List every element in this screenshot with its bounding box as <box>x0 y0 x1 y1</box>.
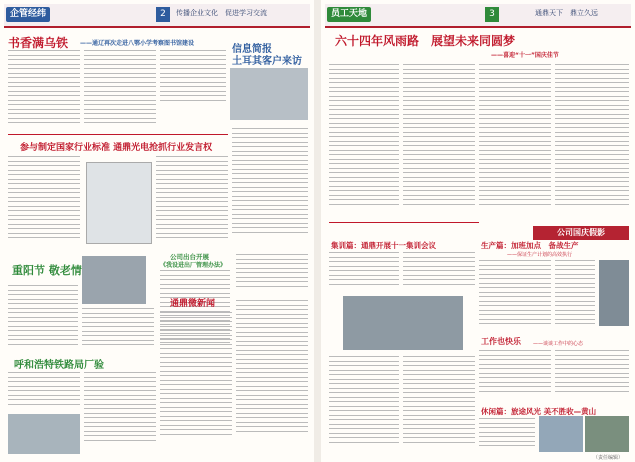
article1-title: ——通辽再次走进八鄂小学考察图书馆建设 <box>80 40 195 47</box>
right-header <box>325 4 631 28</box>
divider <box>329 222 479 223</box>
holiday-photo-banner: 公司国庆假影 <box>533 226 629 240</box>
training-text-col1 <box>329 252 399 292</box>
section-tag: 企管经纬 <box>6 7 50 22</box>
page-gutter <box>314 0 321 462</box>
article1-text-col1 <box>8 50 80 130</box>
production-text-col2 <box>555 260 595 332</box>
left-page <box>0 0 314 462</box>
news-text-col1 <box>160 312 232 452</box>
left-header <box>4 4 310 28</box>
production-article-title: 生产篇：加班加点 备战生产 <box>481 241 579 250</box>
main-text-col1 <box>329 64 399 220</box>
article1-text-col3 <box>160 50 226 110</box>
work-happy-text-col2 <box>555 350 629 400</box>
header-slogan: 传播企业文化 促进学习交流 <box>176 9 267 17</box>
production-text-col1 <box>479 260 551 332</box>
training-text-col4 <box>403 356 475 454</box>
training-meeting-photo <box>343 296 463 350</box>
article5-text-col1 <box>8 285 78 351</box>
training-text-col3 <box>329 356 399 454</box>
page-number: 2 <box>156 7 170 22</box>
leisure-article-title: 休闲篇：旅途风光 美不胜收—黄山 <box>481 407 597 416</box>
right-page <box>321 0 635 462</box>
work-happy-title: 工作也快乐 <box>481 337 521 346</box>
production-article-subtitle: ——保证生产计划的高效执行 <box>507 252 573 258</box>
visitors-photo <box>230 68 308 120</box>
article2-text-col3 <box>156 156 228 246</box>
huangshan-photo-1 <box>539 416 583 452</box>
work-happy-text-col1 <box>479 350 551 400</box>
leisure-text <box>479 418 535 452</box>
box1-subtitle: 《我设进出厂管理办法》 <box>160 262 227 269</box>
main-headline: 六十四年风雨路 展望未来同圆梦 <box>335 34 516 48</box>
article1-text-col2 <box>84 50 156 130</box>
article2-text-col1 <box>8 156 80 246</box>
box1-text-col2 <box>236 254 308 294</box>
divider <box>8 134 228 135</box>
box1-title: 公司出台开展 <box>170 253 209 261</box>
article3-title-line2: 土耳其客户来访 <box>232 56 302 67</box>
article5-text-col2 <box>82 308 154 352</box>
article4-text-col1 <box>8 372 80 412</box>
calligraphy-title: 书香满乌铁 <box>8 36 69 50</box>
section-tag: 员工天地 <box>327 7 371 22</box>
article2-title: 参与制定国家行业标准 通鼎光电抢抓行业发言权 <box>20 143 213 153</box>
railway-photo <box>8 414 80 454</box>
page-number: 3 <box>485 7 499 22</box>
elderly-visit-photo <box>82 256 146 304</box>
article3-title-line1: 信息简报 <box>232 44 272 55</box>
main-text-col2 <box>403 64 475 220</box>
header-slogan: 通鼎天下 鼎立久远 <box>535 9 598 17</box>
calligraphy-title-2: 重阳节 敬老情 <box>12 264 82 277</box>
article4-title: 呼和浩特铁路局厂验 <box>14 360 104 371</box>
footer-editor: （责任编辑） <box>593 455 624 461</box>
news-heading: 通鼎微新闻 <box>170 299 216 309</box>
main-headline-subtitle: ——喜迎“十一”国庆佳节 <box>491 52 559 59</box>
training-text-col2 <box>403 252 475 292</box>
article3-text <box>232 128 308 246</box>
standard-document-photo <box>86 162 152 244</box>
work-happy-subtitle: ——谈谈工作中的心态 <box>533 341 584 347</box>
factory-worker-photo <box>599 260 629 326</box>
article4-text-col2 <box>84 372 156 452</box>
news-text-col2 <box>236 300 308 452</box>
main-text-col4 <box>555 64 629 220</box>
huangshan-photo-2 <box>585 416 629 452</box>
main-text-col3 <box>479 64 551 220</box>
training-article-title: 集训篇：通鼎开展十一集训会议 <box>331 241 436 250</box>
